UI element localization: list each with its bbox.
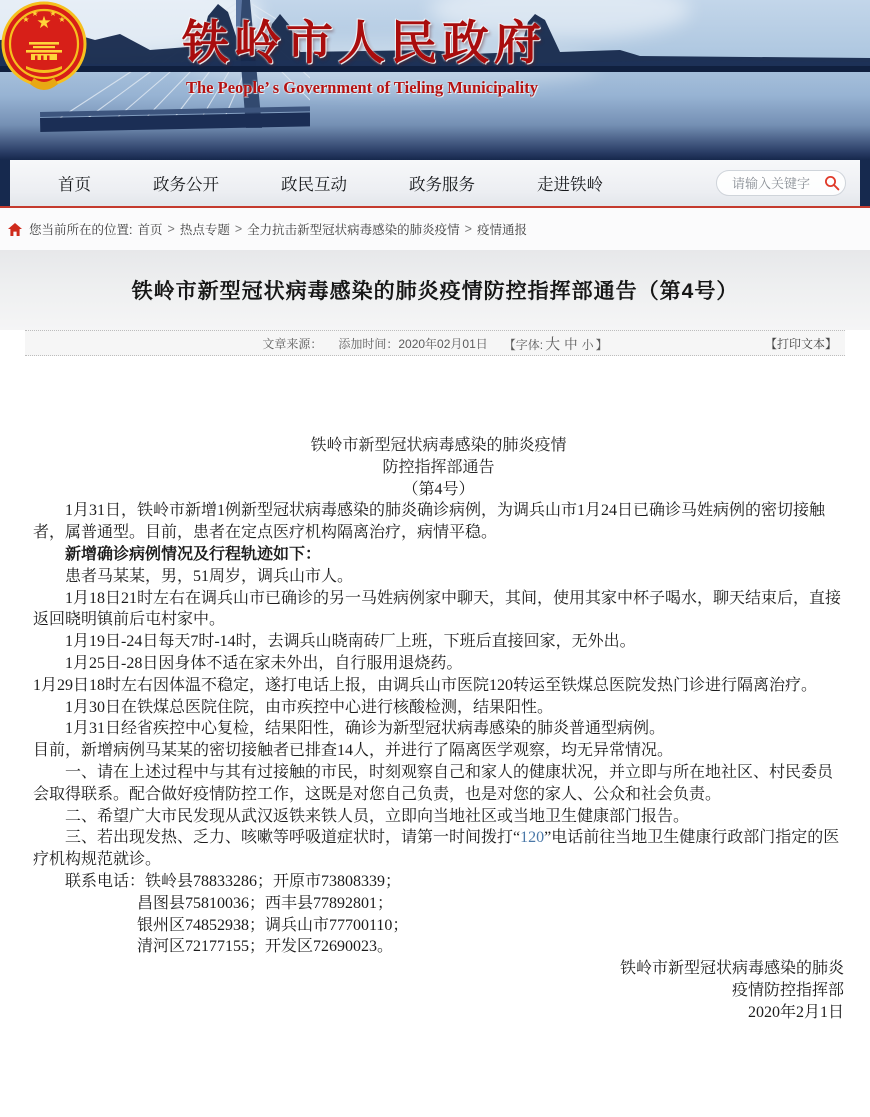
site-title: 铁岭市人民政府 — [182, 18, 546, 70]
main-nav — [10, 160, 860, 206]
paragraph-text: 三、若出现发热、乏力、咳嗽等呼吸道症状时，请第一时间拨打“ — [65, 829, 521, 847]
paragraph: 1月31日经省疾控中心复检，结果阳性，确诊为新型冠状病毒感染的肺炎普通型病例。 — [65, 720, 666, 738]
svg-text:★: ★ — [36, 13, 52, 32]
breadcrumb — [0, 208, 870, 250]
article-heading-line2: 防控指挥部通告 — [382, 458, 495, 476]
paragraph: 目前，新增病例马某某的密切接触者已排查14人，并进行了隔离医学观察，均无异常情况。 — [33, 742, 674, 760]
paragraph-item-2: 二、希望广大市民发现从武汉返铁来铁人员，立即向当地社区或当地卫生健康部门报告。 — [65, 807, 690, 825]
national-emblem — [0, 0, 88, 96]
contact-phone-line: 联系电话：铁岭县78833286；开原市73808339； — [65, 872, 402, 890]
article-heading-number: （第4号） — [402, 480, 475, 498]
signature-org-line2: 疫情防控指挥部 — [731, 981, 844, 999]
paragraph-item-3 — [33, 827, 844, 871]
print-button[interactable]: 【打印文本】 — [764, 336, 837, 351]
paragraph: 1月25日-28日因身体不适在家未外出，自行服用退烧药。 — [65, 654, 463, 672]
signature-org-line1: 铁岭市新型冠状病毒感染的肺炎 — [619, 960, 844, 978]
font-label-prefix: 【字体: — [503, 337, 544, 352]
font-size-medium[interactable]: 中 — [564, 336, 578, 352]
article-heading-line1: 铁岭市新型冠状病毒感染的肺炎疫情 — [310, 437, 567, 454]
nav-item-interaction[interactable]: 政民互动 — [281, 176, 347, 194]
breadcrumb-separator: > — [234, 222, 243, 236]
paragraph-text: ”电话前往当地卫生健康行政部门指定的医疗机构规范就诊。 — [33, 829, 840, 869]
contact-phone-line: 清河区72177155；开发区72690023。 — [137, 938, 394, 956]
tel-120-link[interactable]: 120 — [520, 829, 545, 847]
contact-phone-line: 银州区74852938；调兵山市77700110； — [137, 916, 409, 934]
time-value: 2020年02月01日 — [398, 336, 488, 351]
page-title: 铁岭市新型冠状病毒感染的肺炎疫情防控指挥部通告（第4号） — [131, 280, 739, 303]
paragraph: 1月31日，铁岭市新增1例新型冠状病毒感染的肺炎确诊病例，为调兵山市1月24日已确诊马姓病例的密切接触者，属普通型。目前，患者在定点医疗机构隔离治疗，病情平稳。 — [33, 502, 826, 542]
time-label: 添加时间： — [338, 336, 399, 351]
paragraph: 1月18日21时左右在调兵山市已确诊的另一马姓病例家中聊天，其间，使用其家中杯子喝水，聊天结束后，直接返回晓明镇前后屯村家中。 — [33, 589, 842, 629]
font-size-small[interactable]: 小 — [581, 337, 594, 352]
font-size-large[interactable]: 大 — [545, 335, 561, 353]
site-subtitle: The People’ s Government of Tieling Municipality — [186, 78, 538, 97]
svg-text:★: ★ — [22, 15, 30, 24]
svg-text:★: ★ — [49, 9, 57, 18]
title-band — [0, 250, 870, 330]
paragraph: 1月29日18时左右因体温不稳定，遂打电话上报，由调兵山市医院120转运至铁煤总医院发热门诊进行隔离治疗。 — [33, 676, 818, 694]
breadcrumb-topics[interactable]: 热点专题 — [179, 223, 230, 237]
breadcrumb-epidemic-report[interactable]: 疫情通报 — [476, 223, 527, 237]
nav-strip — [0, 160, 870, 206]
nav-item-services[interactable]: 政务服务 — [409, 176, 475, 194]
source-label: 文章来源： — [262, 336, 323, 351]
breadcrumb-epidemic-special[interactable]: 全力抗击新型冠状病毒感染的肺炎疫情 — [247, 223, 460, 237]
contact-phone-line: 昌图县75810036；西丰县77892801； — [137, 894, 394, 912]
font-size-control — [504, 333, 608, 354]
home-icon — [8, 223, 22, 236]
search-box — [716, 170, 846, 196]
article-meta-bar — [25, 330, 845, 356]
breadcrumb-home[interactable]: 首页 — [137, 223, 163, 237]
header-banner — [0, 0, 870, 160]
paragraph: 1月19日-24日每天7时-14时，去调兵山晓南砖厂上班，下班后直接回家，无外出。 — [65, 633, 636, 651]
breadcrumb-separator: > — [464, 222, 472, 236]
nav-item-gov-affairs[interactable]: 政务公开 — [153, 176, 219, 194]
font-label-suffix: 】 — [595, 337, 608, 352]
breadcrumb-prefix: 您当前所在的位置: — [29, 223, 133, 237]
publish-time — [338, 335, 487, 352]
svg-text:★: ★ — [58, 15, 66, 24]
nav-item-about-tieling[interactable]: 走进铁岭 — [537, 176, 603, 194]
paragraph-subheading: 新增确诊病例情况及行程轨迹如下： — [65, 545, 322, 563]
breadcrumb-separator: > — [167, 222, 175, 236]
paragraph: 1月30日在铁煤总医院住院，由市疾控中心进行核酸检测，结果阳性。 — [65, 698, 554, 716]
paragraph-item-1: 一、请在上述过程中与其有过接触的市民，时刻观察自己和家人的健康状况，并立即与所在地社区、村民委员会取得联系。配合做好疫情防控工作，这既是对您自己负责，也是对您的家人、公众和社会负责。 — [33, 763, 834, 803]
svg-text:★: ★ — [31, 9, 39, 18]
search-input[interactable] — [730, 175, 824, 192]
article-body — [0, 358, 870, 1024]
paragraph: 患者马某某，男，51周岁，调兵山市人。 — [65, 567, 354, 585]
signature-date: 2020年2月1日 — [747, 1003, 844, 1021]
nav-item-home[interactable]: 首页 — [58, 176, 91, 194]
search-icon[interactable] — [824, 175, 840, 191]
